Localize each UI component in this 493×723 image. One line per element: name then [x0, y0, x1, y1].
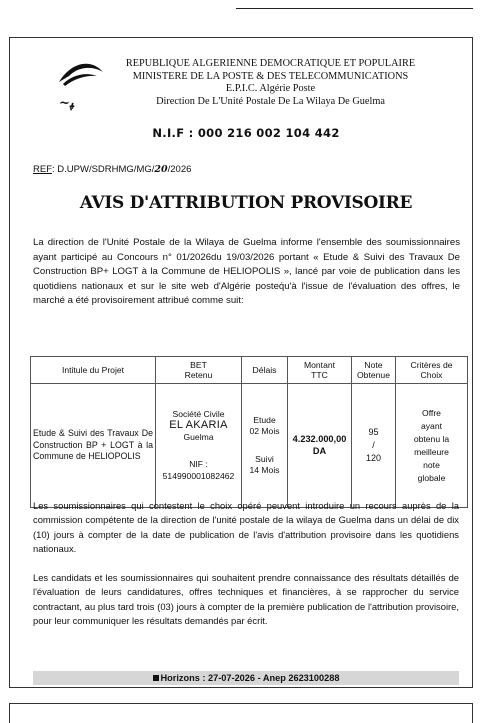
letterhead	[118, 58, 423, 108]
header-projet: Intitule du Projet	[31, 357, 156, 384]
top-rule	[236, 8, 473, 9]
cell-criteres: Offre ayant obtenu la meilleure note globale	[396, 384, 468, 508]
table-row	[31, 384, 468, 508]
bet-name: EL AKARIA	[169, 419, 228, 432]
cell-bet	[156, 384, 242, 508]
next-notice-frame	[9, 703, 473, 723]
bet-type: Société Civile	[172, 408, 225, 419]
letterhead-line-ministry: MINISTERE DE LA POSTE & DES TELECOMMUNICATIONS	[132, 70, 409, 82]
reference	[33, 164, 191, 175]
reference-label: REF	[33, 164, 52, 175]
cell-montant: 4.232.000,00 DA	[288, 384, 352, 508]
award-table	[30, 356, 468, 508]
award-table-header-row	[31, 357, 468, 384]
consultation-paragraph: Les candidats et les soumissionnaires qui souhaitent prendre connaissance des résultats détaillés de l'évaluation de leurs candidatures, offres techniques et financières, à se rapprocher du service contractant, au plus tard trois (03) jours à compter de la première publication de l'attribution provisoire, pour leur communiquer les résultats demandés par écrit.	[33, 572, 459, 627]
cell-projet: Etude & Suivi des Travaux De Construction BP + LOGT à la Commune de HELIOPOLIS	[31, 384, 156, 508]
reference-prefix: : D.UPW/SDRHMG/MG/	[52, 164, 155, 175]
letterhead-line-direction: Direction De L'Unité Postale De La Wilaya De Guelma	[156, 95, 385, 107]
header-montant: Montant TTC	[288, 357, 352, 384]
bet-nif-label: NIF :	[189, 459, 208, 470]
header-delais: Délais	[242, 357, 288, 384]
header-criteres: Critères de Choix	[396, 357, 468, 384]
reference-handwritten-number: 20	[154, 164, 168, 175]
nif-number: N.I.F : 000 216 002 104 442	[152, 126, 340, 140]
intro-paragraph: La direction de l'Unité Postale de la Wilaya de Guelma informe l'ensemble des soumissionnaires ayant participé au Concours n° 01/2026du 19/03/2026 portant « Etude & Suivi des Travaux De Construction BP+ LOGT à la Commune de HELIOPOLIS », lancé par voie de publication dans les quotidiens nationaux et sur le site web d'Algérie posteq́u'à l'issue de l'évaluation des offres, le marché a été provisoirement attribué comme suit:	[33, 237, 460, 307]
square-bullet-icon	[153, 675, 159, 681]
recours-paragraph: Les soumissionnaires qui contestent le choix opéré peuvent introduire un recours auprès de la commission compétente de la direction de l'unité postale de la wilaya de Guelma dans un délai de dix (10) jours à compter de la date de publication de l'avis d'attribution provisoire dans les quotidiens nationaux.	[33, 500, 459, 555]
publication-footer	[33, 671, 459, 685]
header-bet: BET Retenu	[156, 357, 242, 384]
cell-delais: Etude 02 Mois Suivi 14 Mois	[242, 384, 288, 508]
bet-city: Guelma	[183, 431, 214, 442]
reference-suffix: /2026	[167, 164, 192, 175]
letterhead-line-epic: E.P.I.C. Algérie Poste	[225, 83, 316, 94]
svg-text:~ﭙ: ~ﭙ	[59, 96, 74, 111]
cell-note: 95 / 120	[352, 384, 396, 508]
algerie-poste-logo-icon	[57, 60, 105, 112]
footer-text: Horizons : 27-07-2026 - Anep 2623100288	[160, 673, 340, 683]
letterhead-line-republic: REPUBLIQUE ALGERIENNE DEMOCRATIQUE ET POPULAIRE	[125, 58, 416, 69]
header-note: Note Obtenue	[352, 357, 396, 384]
bet-nif: 514990001082462	[162, 470, 235, 481]
notice-title: AVIS D'ATTRIBUTION PROVISOIRE	[79, 193, 413, 213]
